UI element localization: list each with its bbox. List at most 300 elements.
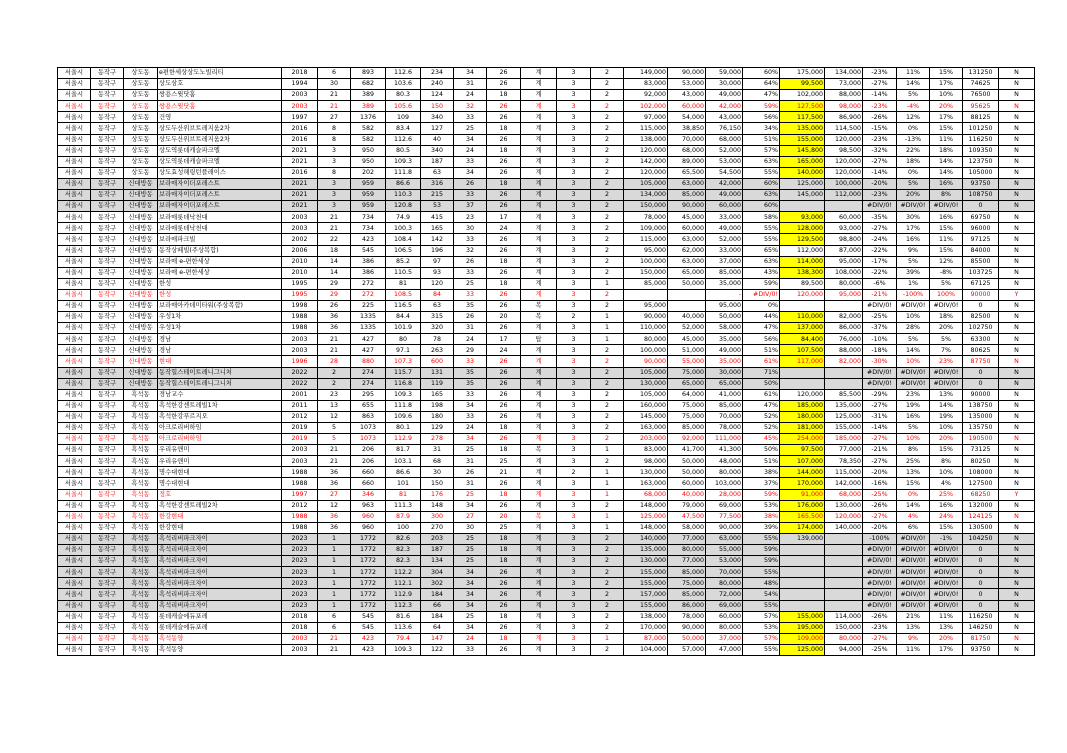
table-cell: 2 [591,622,624,633]
table-cell: N [999,367,1035,378]
table-cell: 6% [897,522,930,533]
table-cell: 명수대현대 [158,478,282,489]
table-cell: #DIV/0! [897,589,930,600]
table-cell: 3 [557,278,591,289]
table-cell: 24 [454,633,487,644]
table-cell: 2 [591,644,624,655]
table-cell: 24 [454,334,487,345]
table-cell: 33,000 [706,212,743,223]
table-cell: 75,000 [668,367,706,378]
table-cell: 53% [743,622,780,633]
table-cell: 흑석동 [124,556,158,567]
table-cell: 2 [591,267,624,278]
table-cell [825,378,863,389]
table-cell: 57,000 [668,644,706,655]
table-cell: 63,000 [668,178,706,189]
table-cell: 서울시 [58,600,91,611]
table-cell: 흑석동 [124,445,158,456]
table-cell: 82.6 [386,533,421,544]
table-row [58,178,1035,189]
table-row [58,323,1035,334]
table-cell: 서울시 [58,190,91,201]
table-cell: 111.3 [386,500,421,511]
table-cell: 18 [487,90,521,101]
table-cell: #DIV/0! [897,533,930,544]
table-row [58,445,1035,456]
table-cell: N [999,356,1035,367]
table-cell: 동작구 [91,79,124,90]
table-cell: #DIV/0! [930,600,963,611]
table-row [58,123,1035,134]
table-cell [780,556,825,567]
table-cell: 127,500 [780,101,825,112]
table-cell: 서울시 [58,289,91,300]
table-cell: 100 [386,522,421,533]
table-cell: 흑석동 [124,522,158,533]
table-row [58,589,1035,600]
table-cell: 2003 [282,633,318,644]
table-row [58,533,1035,544]
table-cell: 3 [557,156,591,167]
table-cell: 3 [557,567,591,578]
table-cell: 14 [318,267,351,278]
table-cell: 26 [487,300,521,311]
table-cell: 3 [557,201,591,212]
table-row [58,245,1035,256]
table-cell: 3 [557,545,591,556]
table-cell: 14% [930,167,963,178]
table-cell: 655 [351,400,386,411]
table-cell: -27% [863,79,897,90]
table-cell: 145,000 [624,411,668,422]
table-cell: 신대방동 [124,201,158,212]
table-cell: 73,000 [825,79,863,90]
table-cell: 79.4 [386,633,421,644]
table-cell: 386 [351,256,386,267]
table-cell: 128,000 [780,223,825,234]
table-cell: 21 [318,445,351,456]
table-cell: 동작구 [91,68,124,79]
table-cell: 3 [557,578,591,589]
table-cell: 20% [930,434,963,445]
table-cell: 40,000 [668,489,706,500]
table-cell: 423 [351,644,386,655]
table-cell: 115,000 [624,234,668,245]
table-cell: 흑석동 [124,533,158,544]
table-cell: 아크로리버하임 [158,423,282,434]
table-cell: 1 [591,489,624,500]
table-cell: 38% [743,467,780,478]
table-cell: 63,000 [668,234,706,245]
table-cell: 120 [421,278,454,289]
table-cell: 24 [487,223,521,234]
table-cell: #DIV/0! [897,567,930,578]
table-cell: 101 [386,478,421,489]
table-cell: #DIV/0! [743,289,780,300]
table-cell: 서울시 [58,556,91,567]
table-cell: 10% [930,90,963,101]
table-cell: 682 [351,79,386,90]
table-cell: 5% [897,90,930,101]
table-cell: 2021 [282,190,318,201]
table-cell: 5% [897,423,930,434]
table-cell: Y [999,289,1035,300]
table-cell: 21 [318,212,351,223]
table-cell: #DIV/0! [897,201,930,212]
table-cell: 3 [557,245,591,256]
table-cell: 동작구 [91,167,124,178]
table-cell: 52,000 [706,234,743,245]
table-cell: 상도동 [124,90,158,101]
table-cell: 계 [521,145,557,156]
table-cell: 2 [591,101,624,112]
table-cell: 50,000 [668,278,706,289]
table-cell: 106.5 [386,245,421,256]
table-cell: 85,500 [825,389,863,400]
table-cell: 24 [487,345,521,356]
table-cell: 80,000 [706,622,743,633]
table-cell: 13% [897,467,930,478]
table-cell: 148,000 [624,522,668,533]
table-cell: 3 [557,345,591,356]
table-cell: 70,000 [706,411,743,422]
table-cell: 0 [963,578,999,589]
table-cell: N [999,145,1035,156]
table-cell: N [999,267,1035,278]
table-cell: 서울시 [58,400,91,411]
table-cell: 쌍용스윗닷홈 [158,101,282,112]
table-cell: 112.3 [386,600,421,611]
table-cell: 동작구 [91,156,124,167]
table-cell: #DIV/0! [897,578,930,589]
table-cell: 545 [351,622,386,633]
table-cell: 41,700 [668,445,706,456]
table-cell: 동작구 [91,289,124,300]
table-cell: #DIV/0! [897,378,930,389]
table-cell: 동작구 [91,522,124,533]
table-cell: 2 [591,178,624,189]
table-cell: 110.3 [386,190,421,201]
table-cell: N [999,378,1035,389]
table-cell: 2 [591,256,624,267]
table-cell: 34 [454,434,487,445]
table-cell: 30% [897,212,930,223]
table-cell: 123750 [963,156,999,167]
table-cell: 2003 [282,101,318,112]
table-cell: 55% [743,644,780,655]
table-row [58,467,1035,478]
table-cell: 85,000 [706,267,743,278]
table-cell: 31 [454,79,487,90]
table-cell: 65,000 [668,378,706,389]
table-cell: 272 [351,289,386,300]
table-cell: 3 [557,589,591,600]
table-cell: -32% [863,145,897,156]
table-cell: 34 [454,68,487,79]
table-cell: 115,000 [624,123,668,134]
table-cell: 660 [351,478,386,489]
table-cell: 60,000 [706,201,743,212]
table-row [58,378,1035,389]
table-cell: 2006 [282,245,318,256]
table-cell: -23% [863,68,897,79]
table-cell: 26 [487,367,521,378]
table-cell: 한성 [158,278,282,289]
table-row [58,456,1035,467]
table-cell: -31% [863,411,897,422]
table-cell: 105,000 [624,178,668,189]
table-cell [780,600,825,611]
table-cell: 60,000 [825,212,863,223]
table-cell: 33 [454,112,487,123]
table-cell: 동작구 [91,190,124,201]
table-cell: 15% [930,522,963,533]
table-cell: -25% [863,312,897,323]
table-cell: 쌍용스윗닷홈 [158,90,282,101]
table-cell: 36 [318,478,351,489]
table-cell [825,567,863,578]
table-row [58,578,1035,589]
table-cell: 274 [351,378,386,389]
table-cell: 77,500 [706,511,743,522]
table-cell: 90,000 [668,622,706,633]
table-cell: 동작상떼빌(주상복합) [158,245,282,256]
table-cell: 3 [557,68,591,79]
table-cell: 3 [557,423,591,434]
table-cell: 3 [557,522,591,533]
table-cell: 127500 [963,478,999,489]
table-cell: 3 [557,323,591,334]
table-cell: 80,000 [668,545,706,556]
table-cell: 건영 [158,112,282,123]
table-cell: 서울시 [58,278,91,289]
table-cell: 17 [487,212,521,223]
table-cell: 203 [421,533,454,544]
table-row [58,644,1035,655]
table-cell: 2003 [282,445,318,456]
table-cell: 복 [521,445,557,456]
table-cell: 2023 [282,545,318,556]
table-cell: 동작구 [91,400,124,411]
table-cell: 서울시 [58,68,91,79]
table-cell [825,300,863,311]
table-cell: 24 [454,423,487,434]
table-cell: 70,000 [706,567,743,578]
table-cell: 3 [557,367,591,378]
table-cell: 18 [487,545,521,556]
table-cell: 11% [930,611,963,622]
table-cell: 95,000 [624,245,668,256]
table-cell: 0% [897,489,930,500]
table-cell: 2003 [282,334,318,345]
table-cell: 18 [487,445,521,456]
table-cell: 13 [318,400,351,411]
table-cell: -27% [863,156,897,167]
table-cell: 63% [743,190,780,201]
table-cell: 70,000 [668,134,706,145]
table-cell: 1988 [282,467,318,478]
table-cell: 0 [963,589,999,600]
table-cell: 140,000 [825,522,863,533]
table-cell: 계 [521,545,557,556]
table-cell: -16% [863,478,897,489]
table-cell: e편한세상상도노빌리티 [158,68,282,79]
table-cell: 1994 [282,79,318,90]
table-cell: 38% [743,511,780,522]
table-cell: 33 [454,356,487,367]
table-cell: 63,000 [668,256,706,267]
table-cell: 24 [454,90,487,101]
table-cell: 2 [591,68,624,79]
table-cell: 56% [743,334,780,345]
table-cell: -37% [863,323,897,334]
table-cell: -26% [863,112,897,123]
table-cell: 계 [521,223,557,234]
table-cell: 26 [487,156,521,167]
table-cell: 동작구 [91,434,124,445]
table-cell: 112,000 [780,245,825,256]
table-cell: 2 [591,190,624,201]
table-cell: 동작구 [91,101,124,112]
table-cell: 100,000 [624,256,668,267]
table-cell: 2019 [282,423,318,434]
table-row [58,389,1035,400]
table-cell: 서울시 [58,356,91,367]
table-cell: 계 [521,378,557,389]
table-cell: 보라매롯데낙천대 [158,212,282,223]
table-cell: 롯데캐슬에듀포레 [158,622,282,633]
table-cell: 2 [591,156,624,167]
table-cell: 98,000 [624,456,668,467]
table-cell: 서울시 [58,101,91,112]
table-cell: -26% [863,611,897,622]
table-cell: 135,000 [825,400,863,411]
table-cell: 흑석동 [124,489,158,500]
table-cell: 1998 [282,300,318,311]
table-cell: 185,000 [825,434,863,445]
table-cell: 보라매자이더포레스트 [158,201,282,212]
table-cell: 109,000 [624,223,668,234]
table-cell: 115.7 [386,367,421,378]
table-cell: 137,000 [780,323,825,334]
table-cell: 155,000 [624,567,668,578]
table-cell: 서울시 [58,256,91,267]
table-cell: 129,500 [780,234,825,245]
table-cell: 85.2 [386,256,421,267]
table-cell: 302 [421,578,454,589]
table-cell: 2021 [282,156,318,167]
table-cell: -27% [863,511,897,522]
table-cell: 2023 [282,589,318,600]
table-cell: 80 [386,334,421,345]
table-cell: 동작구 [91,411,124,422]
table-cell: 보라매파크빌 [158,234,282,245]
table-cell: 140,000 [780,167,825,178]
table-cell: 우리유앤미 [158,456,282,467]
table-cell: 82.3 [386,556,421,567]
table-cell: 84000 [963,245,999,256]
table-cell: -17% [863,256,897,267]
table-cell: 28 [318,356,351,367]
table-cell: #DIV/0! [930,367,963,378]
table-cell: 95,000 [624,300,668,311]
table-cell: 263 [421,345,454,356]
table-cell: 139,000 [780,533,825,544]
table-cell: 0 [963,300,999,311]
table-cell: 18 [487,278,521,289]
table-cell: 동작구 [91,123,124,134]
table-cell: 150,000 [825,622,863,633]
table-cell: 43% [743,267,780,278]
table-cell: 112.9 [386,589,421,600]
table-cell: 상도두산위브트레지움2차 [158,123,282,134]
table-cell: 113.6 [386,622,421,633]
table-cell: 36 [318,511,351,522]
table-cell: 215 [421,190,454,201]
table-cell: 2 [591,345,624,356]
table-cell: 신대방동 [124,323,158,334]
table-cell: 1772 [351,589,386,600]
table-cell: 동작구 [91,112,124,123]
table-cell: N [999,101,1035,112]
table-cell: 71% [743,367,780,378]
table-cell: 63% [743,156,780,167]
table-cell: 우리유앤미 [158,445,282,456]
table-cell: #DIV/0! [930,589,963,600]
table-cell: 3 [557,212,591,223]
table-cell: 55% [743,223,780,234]
table-cell: 959 [351,190,386,201]
table-cell: 35 [454,378,487,389]
table-cell: 1988 [282,478,318,489]
table-row [58,489,1035,500]
table-cell [668,289,706,300]
table-cell: 계 [521,134,557,145]
table-cell: 10% [897,312,930,323]
table-cell: 37,000 [706,256,743,267]
table-cell: 75,000 [668,578,706,589]
table-cell: 동작구 [91,223,124,234]
table-cell: 2 [591,212,624,223]
table-cell: #DIV/0! [863,367,897,378]
table-cell: 56% [743,112,780,123]
table-cell: 롯데캐슬에듀포레 [158,611,282,622]
table-cell: 80.5 [386,145,421,156]
table-cell: 75,000 [668,411,706,422]
table-cell: 34 [454,500,487,511]
table-cell: 상도동 [124,134,158,145]
table-cell: 26 [487,267,521,278]
table-cell: 2 [591,367,624,378]
table-row [58,633,1035,644]
table-cell: 108,000 [825,267,863,278]
table-cell: 3 [557,223,591,234]
table-cell: 55% [743,567,780,578]
table-cell: 26 [487,589,521,600]
table-cell: 3 [557,400,591,411]
table-cell: 2003 [282,90,318,101]
table-cell: 116250 [963,611,999,622]
table-cell: 112.1 [386,578,421,589]
table-cell: 18 [487,145,521,156]
table-cell: 1988 [282,323,318,334]
table-cell: 25% [930,489,963,500]
table-cell: 190500 [963,434,999,445]
table-cell: 115,000 [825,467,863,478]
table-cell: 112.6 [386,68,421,79]
table-cell: 보라매자이더포레스트 [158,178,282,189]
table-cell: 2022 [282,367,318,378]
